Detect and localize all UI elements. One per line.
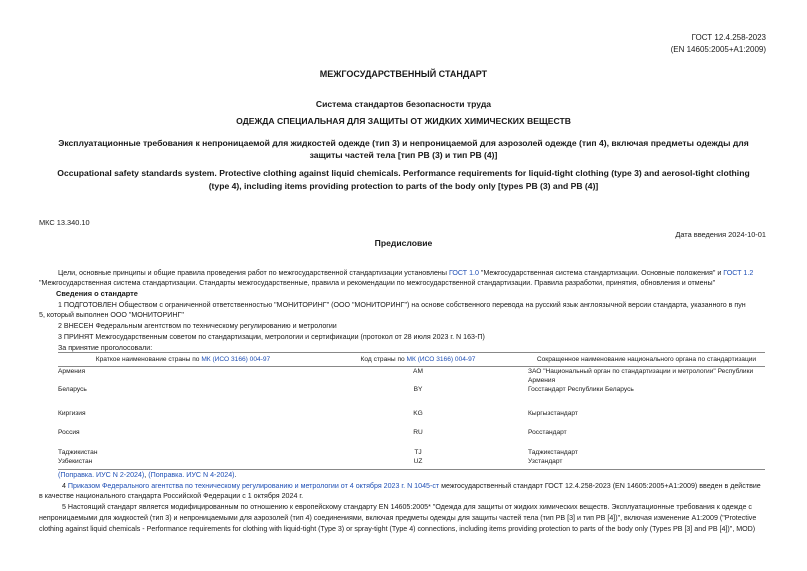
cell-body: Таджикстандарт bbox=[528, 449, 578, 456]
header-country-name bbox=[58, 353, 308, 367]
subtitle-en-line-2: (type 4), including items providing protection to parts of the body only [types PB (3) and PB (4)] bbox=[208, 181, 599, 191]
cell-body: Госстандарт Республики Беларусь bbox=[528, 386, 634, 393]
paragraph-text: Цели, основные принципы и общие правила проведения работ по межгосударственной стандартизации установлены bbox=[58, 269, 449, 277]
cell-code: TJ bbox=[414, 449, 422, 456]
cell-code: AM bbox=[413, 368, 423, 375]
paragraph-5-cont-2: clothing against liquid chemicals - Performance requirements for clothing with liquid-tight (Type 3) or spray-tight (Type 4) connections, including items providing protection to parts of the body only (Types PB [3] and PB [4])", MOD) bbox=[39, 525, 756, 533]
header-country-code bbox=[308, 353, 528, 367]
table-row bbox=[58, 440, 765, 457]
subtitle-ru-line-2: защиты частей тела [тип PB (3) и тип PB (4)] bbox=[309, 150, 498, 160]
table-row bbox=[58, 457, 765, 469]
cell-country: Таджикистан bbox=[58, 449, 98, 456]
paragraph-text: "Межгосударственная система стандартизации. Основные положения" и bbox=[478, 269, 724, 277]
order-link[interactable]: Приказом Федерального агентства по техническому регулированию и метрологии от 4 октября 2023 г. N 1045-ст bbox=[67, 482, 440, 490]
table-header-row bbox=[58, 353, 765, 367]
cell-code: BY bbox=[413, 386, 423, 393]
foreword-paragraph-1-cont: "Межгосударственная система стандартизации. Стандарты межгосударственные, правила и рекомендации по межгосударственной стандартизации. Правила разработки, принятия, обновления и отмены" bbox=[39, 279, 716, 287]
cell-body: Кыргызстандарт bbox=[528, 410, 578, 417]
gost-1-0-link[interactable]: ГОСТ 1.0 bbox=[448, 269, 479, 277]
header-text: Краткое наименование страны по bbox=[95, 356, 202, 363]
paragraph-number: 4 bbox=[62, 482, 68, 490]
mk-iso-link[interactable]: МК (ИСО 3166) 004-97 bbox=[406, 356, 476, 363]
info-item-1-cont: 5, который выполнен ООО "МОНИТОРИНГ" bbox=[39, 311, 184, 319]
interstate-standard-heading: МЕЖГОСУДАРСТВЕННЫЙ СТАНДАРТ bbox=[319, 69, 488, 79]
separator-text: , bbox=[144, 471, 149, 479]
cell-country: Узбекистан bbox=[58, 457, 308, 469]
paragraph-5-cont-1: непроницаемыми для жидкостей (тип 3) и непроницаемыми для аэрозолей (тип 4) соединениями, включая предметы одежды для защиты частей тела (тип PB [3] и тип PB [4])", включая изменение A1:2009 ("Protective bbox=[39, 514, 757, 522]
cell-country: Киргизия bbox=[58, 410, 86, 417]
system-name: Система стандартов безопасности труда bbox=[315, 99, 492, 109]
amendments-line bbox=[58, 470, 778, 481]
document-title: ОДЕЖДА СПЕЦИАЛЬНАЯ ДЛЯ ЗАЩИТЫ ОТ ЖИДКИХ ХИМИЧЕСКИХ ВЕЩЕСТВ bbox=[236, 116, 571, 126]
table-row bbox=[58, 385, 765, 403]
info-heading: Сведения о стандарте bbox=[56, 289, 138, 298]
subtitle-ru-line-1: Эксплуатационные требования к непроницаемой для жидкостей одежде (тип 3) и непроницаемой для аэрозолей одежде (тип 4), включая предметы одежды для bbox=[58, 138, 749, 148]
countries-table bbox=[58, 352, 765, 470]
info-item-1: 1 ПОДГОТОВЛЕН Обществом с ограниченной ответственностью "МОНИТОРИНГ" (ООО "МОНИТОРИНГ") на основе собственного перевода на русский язык англоязычной версии стандарта, указанного в пун bbox=[58, 301, 746, 309]
paragraph-5: 5 Настоящий стандарт является модифицированным по отношению к европейскому стандарту EN 14605:2005* "Одежда для защиты от жидких химических веществ. Эксплуатационные требования к одежде с bbox=[62, 503, 752, 511]
paragraph-4-cont: в качестве национального стандарта Российской Федерации с 1 октября 2024 г. bbox=[39, 492, 304, 500]
table-row bbox=[58, 403, 765, 420]
mk-iso-link[interactable]: МК (ИСО 3166) 004-97 bbox=[201, 356, 271, 363]
cell-country: Армения bbox=[58, 368, 86, 375]
paragraph-text: межгосударственный стандарт ГОСТ 12.4.258-2023 (EN 14605:2005+A1:2009) введен в действие bbox=[439, 482, 761, 490]
mks-code: МКС 13.340.10 bbox=[39, 218, 90, 227]
header-en-reference: (EN 14605:2005+A1:2009) bbox=[670, 45, 766, 54]
cell-country: Беларусь bbox=[58, 386, 87, 393]
cell-code: KG bbox=[413, 410, 423, 417]
amendment-link-2[interactable]: (Поправка. ИУС N 4-2024) bbox=[148, 471, 235, 479]
subtitle-en-line-1: Occupational safety standards system. Protective clothing against liquid chemicals. Performance requirements for liquid-tight clothing (type 3) and aerosol-tight clothing bbox=[57, 168, 750, 178]
amendment-link-1[interactable]: (Поправка. ИУС N 2-2024) bbox=[58, 471, 145, 479]
table-row bbox=[58, 367, 765, 386]
info-item-3: 3 ПРИНЯТ Межгосударственным советом по стандартизации, метрологии и сертификации (протокол от 28 июля 2023 г. N 163-П) bbox=[58, 333, 485, 341]
table-row bbox=[58, 420, 765, 440]
gost-1-2-link[interactable]: ГОСТ 1.2 bbox=[723, 269, 754, 277]
header-text: Код страны по bbox=[360, 356, 407, 363]
cell-body: Узстандарт bbox=[528, 457, 765, 469]
header-standard-number: ГОСТ 12.4.258-2023 bbox=[691, 33, 766, 42]
introduction-date: Дата введения 2024-10-01 bbox=[675, 230, 766, 239]
cell-code: UZ bbox=[308, 457, 528, 469]
cell-code: RU bbox=[413, 429, 423, 436]
separator-text: . bbox=[234, 471, 237, 479]
foreword-heading: Предисловие bbox=[374, 238, 433, 248]
header-national-body: Сокращенное наименование национального органа по стандартизации bbox=[528, 353, 765, 367]
voted-for: За принятие проголосовали: bbox=[58, 344, 153, 352]
cell-country: Россия bbox=[58, 429, 80, 436]
info-item-2: 2 ВНЕСЕН Федеральным агентством по техническому регулированию и метрологии bbox=[58, 322, 337, 330]
cell-body: Росстандарт bbox=[528, 429, 567, 436]
cell-body: ЗАО "Национальный орган по стандартизации и метрологии" Республики Армения bbox=[528, 368, 754, 384]
